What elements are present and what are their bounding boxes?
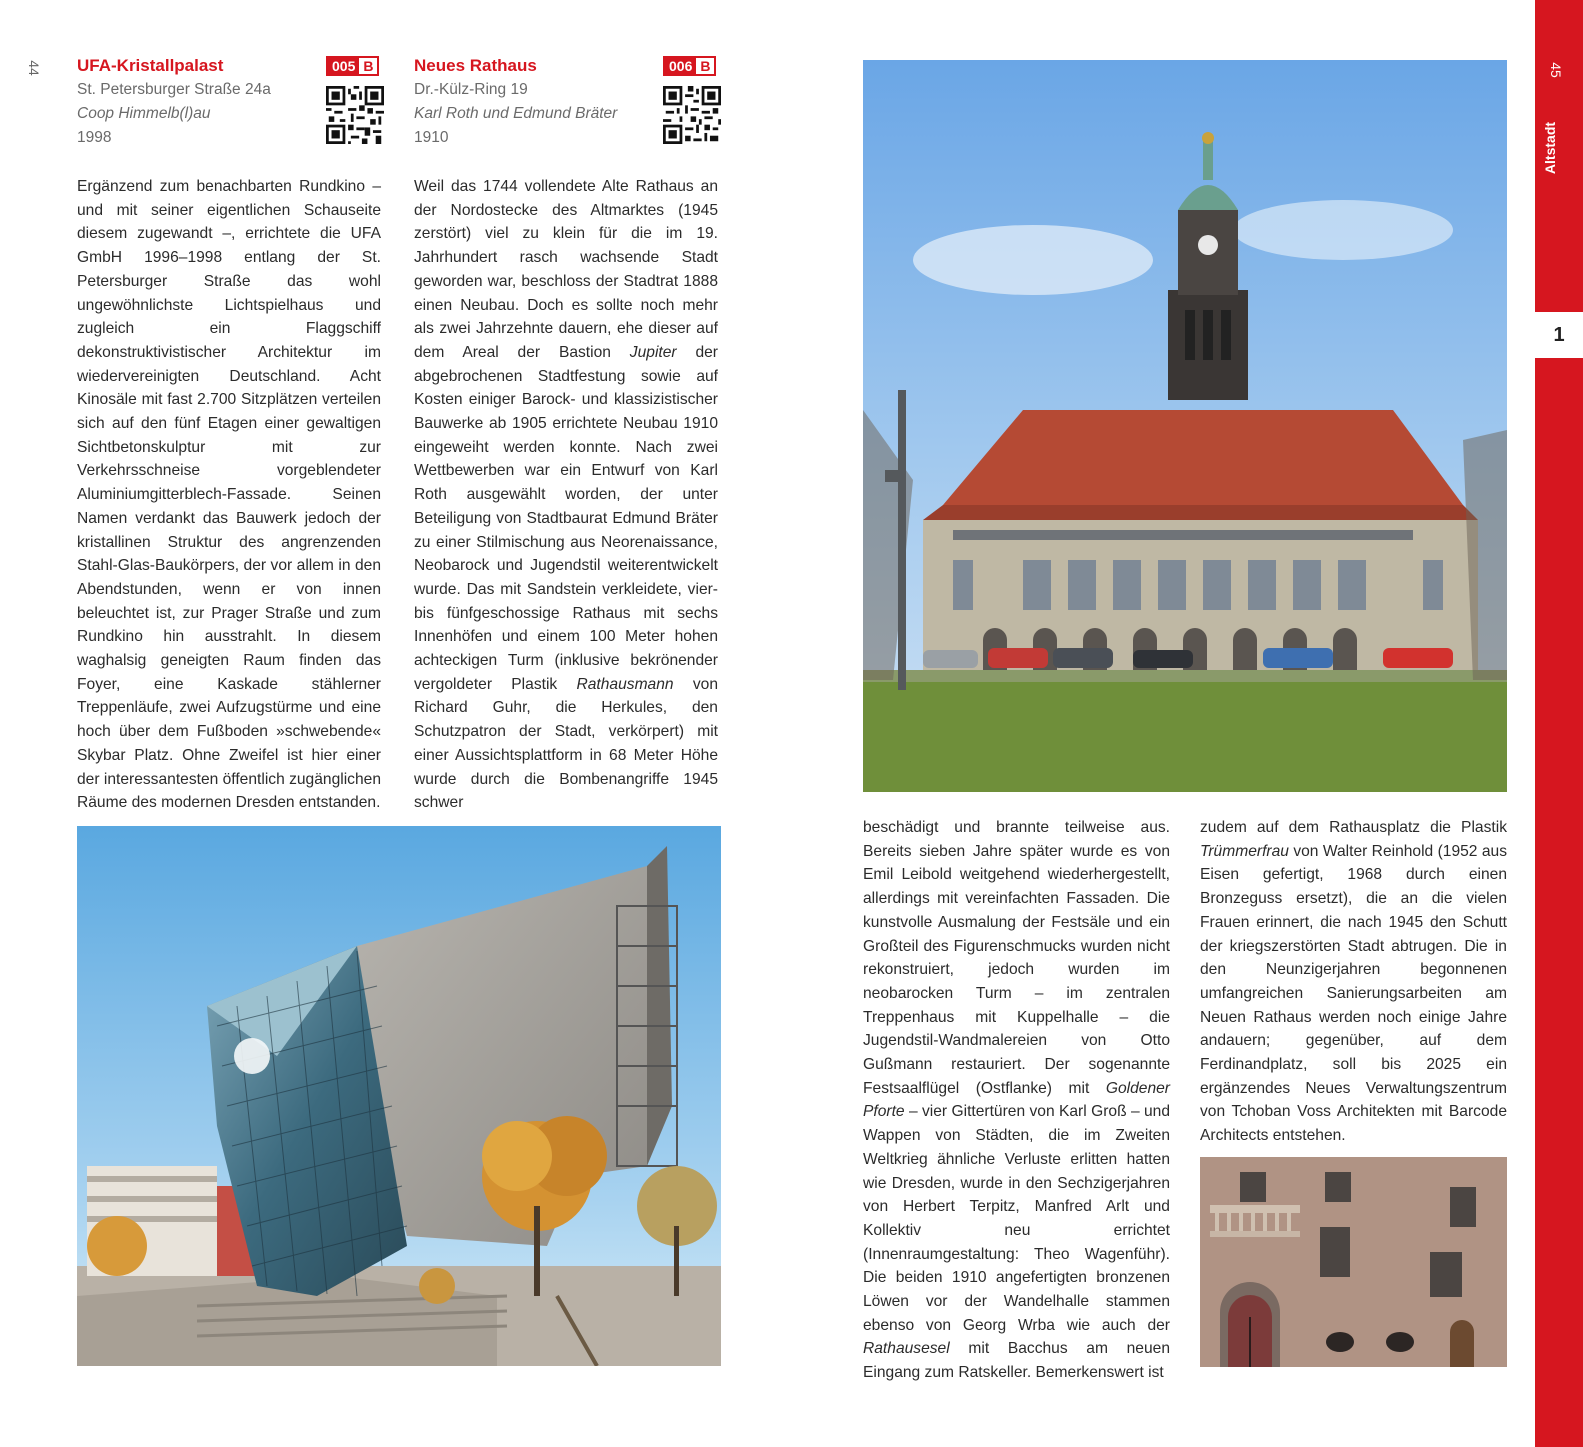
entry-meta-ufa xyxy=(77,78,317,150)
sidebar-chapter-number[interactable]: 1 xyxy=(1553,323,1565,346)
sidebar-bottom-bar xyxy=(1535,358,1583,1447)
entry-title-ufa: UFA-Kristallpalast xyxy=(77,56,224,75)
qr-code-icon[interactable] xyxy=(326,86,384,144)
photo-neues-rathaus xyxy=(863,60,1507,792)
entry-year: 1998 xyxy=(77,129,112,146)
photo-ufa-kristallpalast xyxy=(77,826,721,1366)
page-number-left: 44 xyxy=(25,60,42,76)
entry-meta-rathaus xyxy=(414,78,654,150)
sidebar-section-label[interactable]: Altstadt xyxy=(1542,121,1559,175)
badge-letter: B xyxy=(359,58,377,74)
entry-text-rathaus-col2: beschädigt und brannte teilweise aus. Bereits sieben Jahre später wurde es von Emil Leibold weitgehend wiederhergestellt, allerdings mit vereinfachten Fassaden. Die kunstvolle Ausmalung der Festsäle und ein Großteil des Figurenschmucks wurden nicht rekonstruiert, jedoch wurden im neobarocken Turm – im zentralen Treppenhaus mit Kuppelhalle – die Jugendstil-Wandmalereien von Otto Gußmann restauriert. Der sogenannte Festsaalflügel (Ostflanke) mit Goldener Pforte – vier Gittertüren von Karl Groß – und Wappen von Städten, die im Zweiten Weltkrieg ähnliche Verluste erlitten hatten wie Dresden, wurde in den Sechzigerjahren von Herbert Terpitz, Manfred Arlt und Kollektiv neu errichtet (Innenraumgestaltung: Theo Wagenführ). Die beiden 1910 angefertigten bronzenen Löwen vor der Wandelhalle stammen ebenso von Georg Wrba wie auch der Rathausesel mit Bacchus am neuen Eingang zum Ratskeller. Bemerkenswert ist xyxy=(863,819,1170,1382)
entry-architect: Karl Roth und Edmund Bräter xyxy=(414,105,618,122)
page-number-right: 45 xyxy=(1547,62,1564,78)
entry-architect: Coop Himmelb(l)au xyxy=(77,105,211,122)
badge-letter: B xyxy=(696,58,714,74)
entry-text-rathaus-col3: zudem auf dem Rathausplatz die Plastik Trümmerfrau von Walter Reinhold (1952 aus Eisen gefertigt, 1968 durch einen Bronzeguss ersetzt), die an die vielen Frauen erinnert, die nach 1945 den Schutt der kriegszerstörten Stadt abtrugen. Die in den Neunzigerjahren begonnenen umfangreichen Sanierungsarbeiten am Neuen Rathaus werden noch einige Jahre andauern; gegenüber, auf dem Ferdinandplatz, soll bis 2025 ein ergänzendes Neues Verwaltungszentrum von Tchoban Voss Architekten mit Barcode Architects entstehen. xyxy=(1200,819,1507,1145)
badge-number: 005 xyxy=(328,58,359,74)
entry-text-rathaus-col1: Weil das 1744 vollendete Alte Rathaus an der Nordostecke des Altmarktes (1945 zerstört) viel zu klein für die im 19. Jahrhundert rasch wachsende Stadt geworden war, beschloss der Stadtrat 1888 einen Neubau. Doch es sollte noch mehr als zwei Jahrzehnte dauern, ehe dieser auf dem Areal der Bastion Jupiter der abgebrochenen Stadtfestung sowie auf Kosten einiger Barock- und klassizistischer Bauwerke ab 1905 errichtete Neubau 1910 eingeweiht werden konnte. Nach zwei Wettbewerben war ein Entwurf von Karl Roth ausgewählt worden, der unter Beteiligung von Stadtbaurat Edmund Bräter zu einer Stilmischung aus Neorenaissance, Neobarock und Jugendstil weiterentwickelt wurde. Das mit Sandstein verkleidete, vier- bis fünfgeschossige Rathaus mit sechs Innenhöfen und einem 100 Meter hohen achteckigen Turm (inklusive bekrönender vergoldeter Plastik Rathausmann von Richard Guhr, die Herkules, den Schutzpatron der Stadt, verkörpert) mit einer Aussichtsplattform in 68 Meter Höhe wurde durch die Bombenangriffe 1945 schwer xyxy=(414,178,718,812)
entry-badge-006 xyxy=(663,56,716,76)
entry-year: 1910 xyxy=(414,129,449,146)
badge-number: 006 xyxy=(665,58,696,74)
entry-address: Dr.-Külz-Ring 19 xyxy=(414,81,528,98)
photo-rathaus-detail xyxy=(1200,1157,1507,1367)
entry-badge-005 xyxy=(326,56,379,76)
entry-address: St. Petersburger Straße 24a xyxy=(77,81,271,98)
entry-text-ufa: Ergänzend zum benachbarten Rundkino – und mit seiner eigentlichen Schauseite diesem zugewandt –, errichtete die UFA GmbH 1996–1998 entlang der St. Petersburger Straße das wohl ungewöhnlichste Lichtspielhaus und zugleich ein Flaggschiff dekonstruktivistischer Architektur im wiedervereinigten Deutschland. Acht Kinosäle mit fast 2.700 Sitzplätzen verteilen sich auf den fünf Etagen einer gewaltigen Sichtbetonskulptur mit zur Verkehrsschneise vorgeblendeter Aluminiumgitterblech-Fassade. Seinen Namen verdankt das Bauwerk jedoch der kristallinen Struktur des angrenzenden Stahl-Glas-Baukörpers, der vor allem in den Abendstunden, wenn er von innen beleuchtet ist, zur Prager Straße und zum Rundkino hin ausstrahlt. In diesem waghalsig geneigten Raum finden das Foyer, eine Kaskade stählerner Treppenläufe, zwei Aufzugstürme und eine hoch über dem Fußboden »schwebende« Skybar Platz. Ohne Zweifel ist hier einer der interessantesten öffentlich zugänglichen Räume des modernen Dresden entstanden. xyxy=(77,178,381,812)
qr-code-icon[interactable] xyxy=(663,86,721,144)
entry-title-neues-rathaus: Neues Rathaus xyxy=(414,56,537,75)
